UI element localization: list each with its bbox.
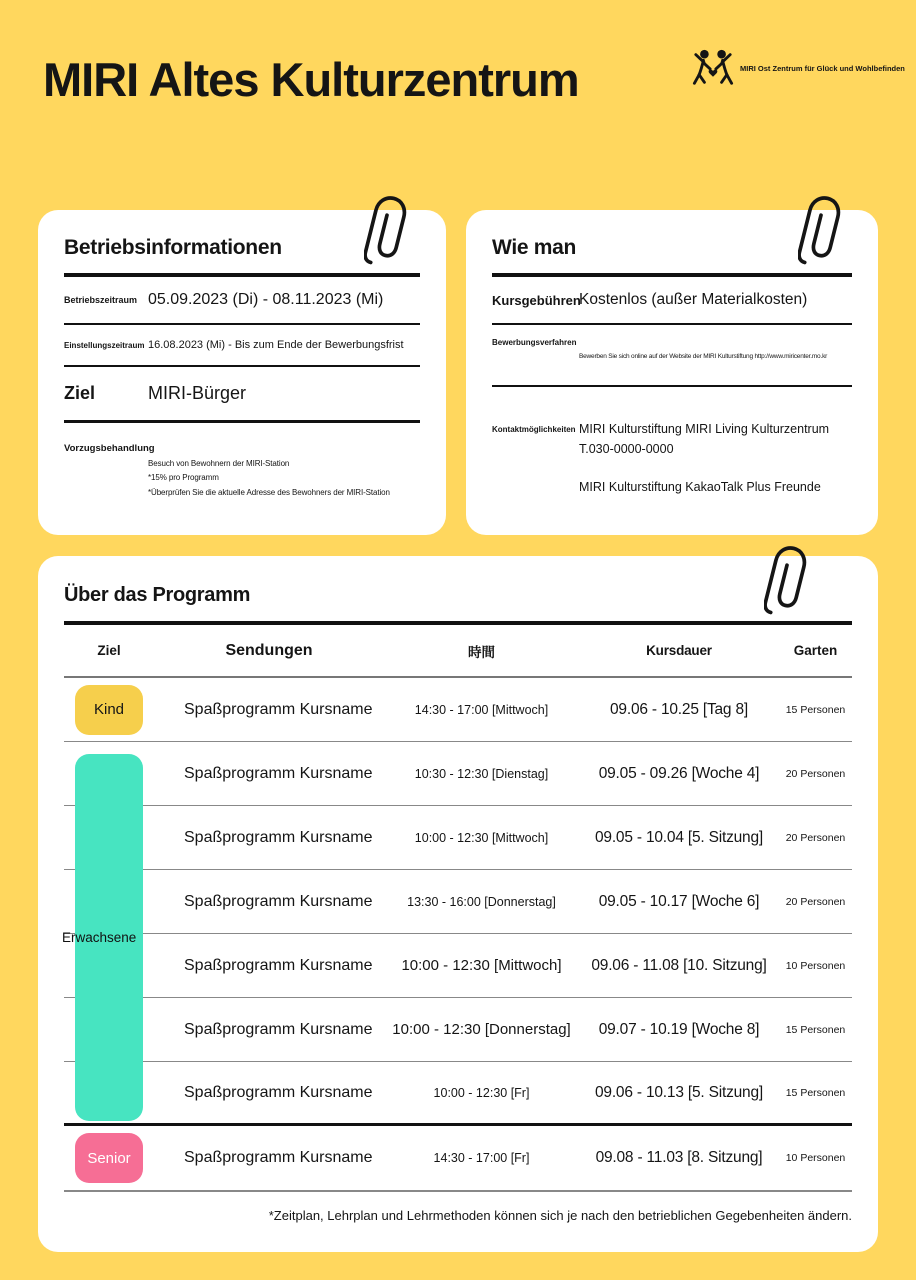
info-label: Kursgebühren: [492, 292, 581, 308]
info-label: Ziel: [64, 383, 96, 403]
info-value: MIRI-Bürger: [148, 383, 247, 403]
info-row-ziel: [64, 367, 420, 423]
column-header-sendungen: Sendungen: [225, 641, 313, 659]
course-name: Spaßprogramm Kursname: [184, 956, 373, 974]
column-header-kursdauer: Kursdauer: [646, 643, 712, 658]
course-duration: 09.06 - 11.08 [10. Sitzung]: [591, 956, 767, 974]
course-capacity: 10 Personen: [785, 1152, 846, 1164]
table-row: [64, 1062, 852, 1126]
column-header-garten: Garten: [793, 643, 838, 658]
course-capacity: 15 Personen: [785, 1086, 846, 1099]
info-label: Betriebszeitraum: [64, 295, 138, 305]
info-value-line: Besuch von Bewohnern der MIRI-Station: [148, 459, 290, 468]
course-name: Spaßprogramm Kursname: [184, 1020, 373, 1038]
program-card: [38, 556, 878, 1252]
logo-caption: MIRI Ost Zentrum für Glück und Wohlbefinden: [740, 63, 905, 73]
course-duration: 09.06 - 10.25 [Tag 8]: [610, 700, 748, 718]
card-title: Wie man: [492, 210, 852, 277]
table-row: [64, 742, 852, 806]
course-name: Spaßprogramm Kursname: [184, 1083, 373, 1101]
table-row: [64, 934, 852, 998]
footnote: *Zeitplan, Lehrplan und Lehrmethoden können sich je nach den betrieblichen Gegebenheiten ändern.: [268, 1208, 852, 1223]
course-name: Spaßprogramm Kursname: [184, 892, 373, 910]
course-time: 13:30 - 16:00 [Donnerstag]: [407, 894, 556, 909]
table-row: [64, 1126, 852, 1192]
course-duration: 09.05 - 09.26 [Woche 4]: [598, 764, 760, 782]
course-duration: 09.06 - 10.13 [5. Sitzung]: [594, 1083, 763, 1101]
course-capacity: 20 Personen: [785, 767, 846, 780]
course-duration: 09.08 - 11.03 [8. Sitzung]: [595, 1149, 763, 1166]
card-title: Betriebsinformationen: [64, 210, 420, 277]
info-row-bewerbungsverfahren: [492, 325, 852, 387]
page-title: MIRI Altes Kulturzentrum: [43, 53, 579, 106]
paperclip-icon: [764, 544, 810, 622]
table-row: [64, 870, 852, 934]
course-time: 14:30 - 17:00 [Fr]: [433, 1151, 530, 1165]
info-value: Bewerben Sie sich online auf der Website der MIRI Kulturstiftung http://www.miricenter.mo.kr: [579, 353, 828, 360]
info-value: 16.08.2023 (Mi) - Bis zum Ende der Bewerbungsfrist: [148, 339, 404, 351]
miri-people-heart-logo-icon: [692, 48, 734, 88]
course-time: 10:30 - 12:30 [Dienstag]: [414, 766, 549, 781]
course-time: 14:30 - 17:00 [Mittwoch]: [414, 702, 549, 717]
course-time: 10:00 - 12:30 [Fr]: [433, 1085, 530, 1100]
info-value-line: MIRI Kulturstiftung MIRI Living Kulturzentrum: [579, 422, 830, 436]
program-table-header: [64, 625, 852, 678]
course-capacity: 20 Personen: [785, 831, 846, 844]
info-value: [148, 423, 390, 500]
target-badge-senior: Senior: [75, 1133, 143, 1183]
table-row: [64, 806, 852, 870]
info-row-einstellungszeitraum: [64, 325, 420, 367]
info-row-kontaktmoeglichkeiten: [492, 387, 852, 497]
info-value-line: T.030-0000-0000: [579, 442, 674, 456]
course-duration: 09.07 - 10.19 [Woche 8]: [598, 1020, 760, 1038]
paperclip-icon: [364, 194, 410, 272]
info-value: Kostenlos (außer Materialkosten): [579, 291, 808, 308]
info-value-line: *Überprüfen Sie die aktuelle Adresse des Bewohners der MIRI-Station: [148, 487, 390, 497]
course-duration: 09.05 - 10.04 [5. Sitzung]: [594, 828, 763, 846]
course-capacity: 15 Personen: [785, 1023, 846, 1036]
course-time: 10:00 - 12:30 [Mittwoch]: [401, 957, 562, 974]
paperclip-icon: [798, 194, 844, 272]
course-name: Spaßprogramm Kursname: [184, 1149, 373, 1166]
column-header-time: 時間: [468, 644, 495, 660]
info-value-line: *15% pro Programm: [148, 473, 219, 483]
info-label: Kontaktmöglichkeiten: [492, 425, 576, 434]
table-row: [64, 998, 852, 1062]
course-time: 10:00 - 12:30 [Donnerstag]: [392, 1021, 571, 1038]
adult-group-label: Erwachsene: [62, 930, 137, 945]
info-row-kursgebuehren: [492, 277, 852, 325]
course-capacity: 15 Personen: [785, 703, 846, 716]
info-row-betriebszeitraum: [64, 277, 420, 325]
info-label: Einstellungszeitraum: [64, 340, 145, 350]
course-capacity: 20 Personen: [785, 895, 846, 908]
course-name: Spaßprogramm Kursname: [184, 764, 373, 782]
info-label: Bewerbungsverfahren: [492, 338, 577, 347]
info-value: [579, 387, 829, 497]
info-row-vorzugsbehandlung: [64, 423, 420, 500]
column-header-ziel: Ziel: [97, 643, 121, 658]
course-name: Spaßprogramm Kursname: [184, 828, 373, 846]
program-title: Über das Programm: [64, 556, 852, 625]
logo-block: [692, 48, 905, 88]
table-row: [64, 678, 852, 742]
program-table: [64, 678, 852, 1192]
course-time: 10:00 - 12:30 [Mittwoch]: [414, 830, 549, 845]
course-duration: 09.05 - 10.17 [Woche 6]: [598, 892, 760, 910]
info-value-line: MIRI Kulturstiftung KakaoTalk Plus Freunde: [579, 480, 821, 494]
target-badge-kind: Kind: [75, 685, 143, 735]
info-label: Vorzugsbehandlung: [64, 443, 155, 454]
info-value: 05.09.2023 (Di) - 08.11.2023 (Mi): [148, 291, 384, 308]
course-capacity: 10 Personen: [785, 959, 846, 972]
course-name: Spaßprogramm Kursname: [184, 700, 373, 718]
